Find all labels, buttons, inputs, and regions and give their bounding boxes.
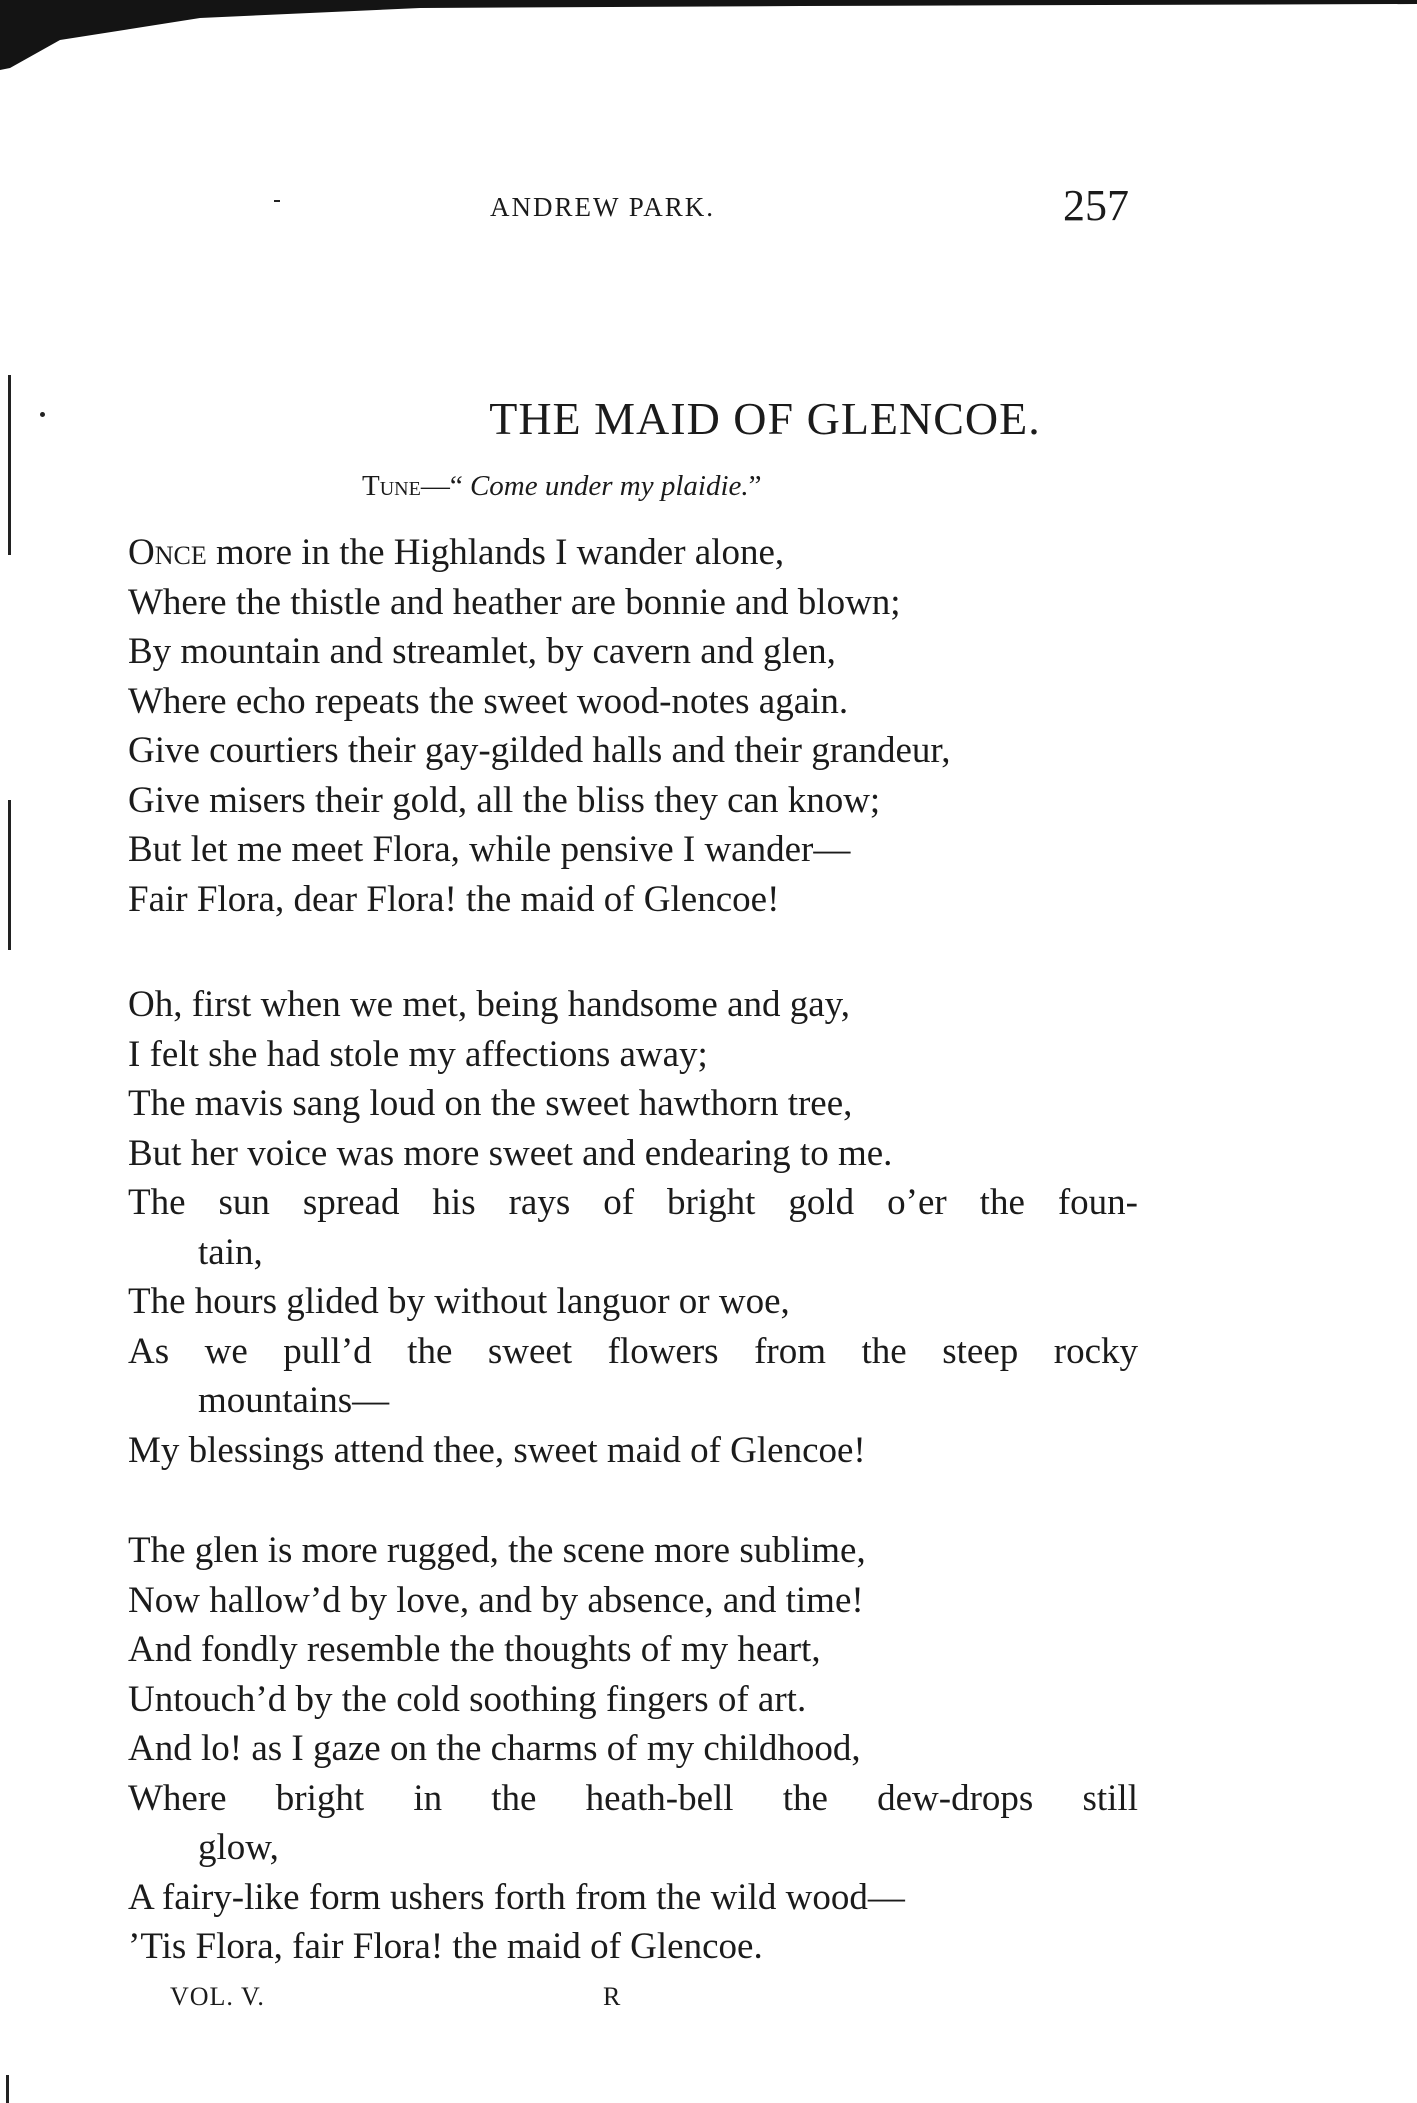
tune-label: Tune	[362, 470, 421, 502]
verse-line: But let me meet Flora, while pensive I wander—	[128, 829, 851, 870]
verse-line: My blessings attend thee, sweet maid of Glencoe!	[128, 1429, 866, 1471]
verse-line-continuation: tain,	[198, 1231, 263, 1273]
verse-line: A fairy-like form ushers forth from the wild wood—	[128, 1876, 905, 1918]
poem-title	[0, 392, 1240, 445]
running-head: ANDREW PARK.	[490, 192, 716, 222]
verse-line: Oh, first when we met, being handsome and gay,	[128, 984, 851, 1025]
verse-line-rest: more in the Highlands I wander alone,	[206, 532, 785, 573]
verse-line: The hours glided by without languor or woe,	[128, 1281, 790, 1322]
verse-line: Give courtiers their gay-gilded halls and their grandeur,	[128, 730, 951, 771]
verse-line: By mountain and streamlet, by cavern and glen,	[128, 631, 836, 672]
verse-line: I felt she had stole my affections away;	[128, 1033, 708, 1075]
verse-line: Where bright in the heath-bell the dew-drops still	[128, 1777, 1138, 1819]
tune-name: Come under my plaidie.	[469, 470, 749, 502]
margin-mark	[8, 800, 11, 950]
poem-title-text: THE MAID OF GLENCOE.	[489, 393, 1041, 444]
volume-signature: VOL. V.	[170, 1982, 265, 2011]
verse-line: Where the thistle and heather are bonnie and blown;	[128, 581, 901, 623]
verse-line: Untouch’d by the cold soothing fingers of art.	[128, 1678, 807, 1720]
scan-top-edge	[0, 0, 1417, 70]
stanza	[128, 528, 1138, 924]
signature-letter: R	[603, 1982, 621, 2011]
stanza	[128, 1526, 1138, 1972]
verse-line: But her voice was more sweet and endearing to me.	[128, 1132, 893, 1174]
verse-line: And fondly resemble the thoughts of my heart,	[128, 1629, 821, 1670]
verse-line: Give misers their gold, all the bliss they can know;	[128, 779, 881, 821]
margin-mark	[6, 2075, 9, 2103]
verse-line: ’Tis Flora, fair Flora! the maid of Glencoe.	[128, 1926, 763, 1967]
verse-line: And lo! as I gaze on the charms of my childhood,	[128, 1728, 861, 1769]
verse-first-word: Once	[128, 532, 207, 573]
verse-line: Now hallow’d by love, and by absence, and time!	[128, 1579, 864, 1621]
verse-line: As we pull’d the sweet flowers from the steep rocky	[128, 1330, 1138, 1372]
page-number: 257	[1063, 181, 1129, 230]
verse-line: Where echo repeats the sweet wood-notes again.	[128, 680, 849, 722]
margin-mark	[274, 200, 280, 202]
verse-line-continuation: mountains—	[198, 1380, 390, 1421]
verse-line: The sun spread his rays of bright gold o’er the foun-	[128, 1182, 1138, 1223]
tune-close: ”	[748, 470, 762, 502]
verse-line-continuation: glow,	[198, 1827, 279, 1868]
verse-line	[128, 528, 1138, 578]
verse-line: Fair Flora, dear Flora! the maid of Glencoe!	[128, 878, 780, 920]
verse-line: The mavis sang loud on the sweet hawthorn tree,	[128, 1083, 853, 1124]
tune-line	[362, 470, 762, 503]
stanza	[128, 980, 1138, 1475]
verse-line: The glen is more rugged, the scene more sublime,	[128, 1530, 866, 1571]
tune-dash: —“	[420, 470, 470, 502]
